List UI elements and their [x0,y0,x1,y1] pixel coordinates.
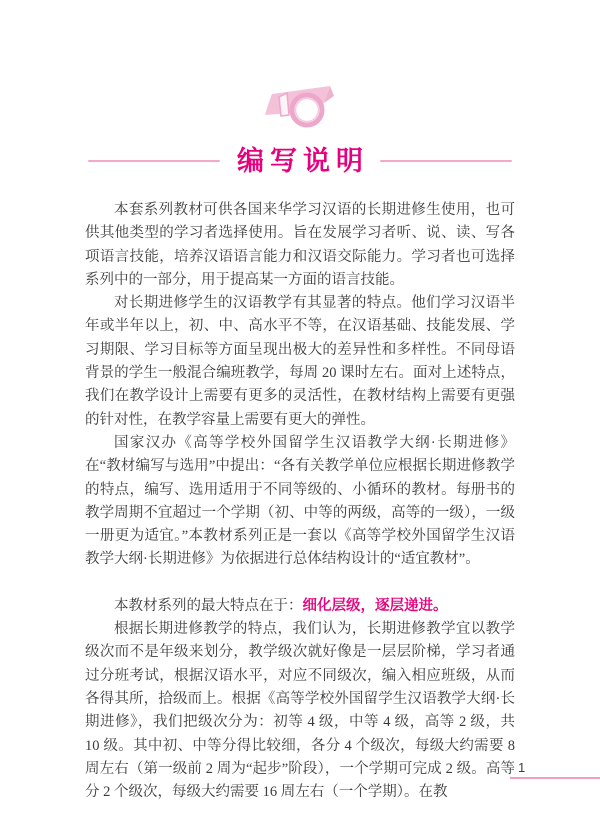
title-rule-right [380,160,512,162]
page-number: 1 [518,759,526,775]
paragraph-1: 本套系列教材可供各国来华学习汉语的长期进修生使用，也可供其他类型的学习者选择使用。旨在发展学习者听、说、读、写各项语言技能，培养汉语语言能力和汉语交际能力。学习者也可选择系列中的一部分，用于提高某一方面的语言技能。 [85,202,515,288]
section-title-row [88,144,512,178]
body-text [85,199,515,804]
title-rule-left [88,160,220,162]
series-ten-ribbon-logo [258,82,342,134]
feature-statement [85,595,515,618]
feature-highlight: 细化层级，逐层递进。 [302,597,448,614]
page-title: 编写说明 [237,145,369,176]
page-footer [510,761,600,780]
feature-prefix: 本教材系列的最大特点在于： [114,597,303,614]
footer-rule [510,777,600,780]
paragraph-2: 对长期进修学生的汉语教学有其显著的特点。他们学习汉语半年或半年以上，初、中、高水平不等，在汉语基础、技能发展、学习期限、学习目标等方面呈现出极大的差异性和多样性。不同母语背景的学生一般混合编班教学，每周 20 课时左右。面对上述特点，我们在教学设计上需要有更多的灵活性，在教材结构上需要有更强的针对性，在教学容量上需要有更大的弹性。 [85,295,515,428]
paragraph-4: 根据长期进修教学的特点，我们认为，长期进修教学宜以教学级次而不是年级来划分，教学级次就好像是一层层阶梯，学习者通过分班考试，根据汉语水平，对应不同级次，编入相应班级，从而各得其所，拾级而上。根据《高等学校外国留学生汉语教学大纲·长期进修》，我们把级次分为：初等 4 级，中等 4 级，高等 2 级，共 10 级。其中初、中等分得比较细，各分 4 个级次，每级大约需要 8 周左右（第一级前 2 周为“起步”阶段），一个学期可完成 2 级。高等分 2 个级次，每级大约需要 16 周左右（一个学期）。在教 [85,621,515,801]
paragraph-3: 国家汉办《高等学校外国留学生汉语教学大纲·长期进修》在“教材编写与选用”中提出：“各有关教学单位应根据长期进修教学的特点，编写、选用适用于不同等级的、小循环的教材。每册书的教学周期不宜超过一个学期（初、中等的两级，高等的一级），一级一册更为适宜。”本教材系列正是一套以《高等学校外国留学生汉语教学大纲·长期进修》为依据进行总体结构设计的“适宜教材”。 [85,434,515,568]
